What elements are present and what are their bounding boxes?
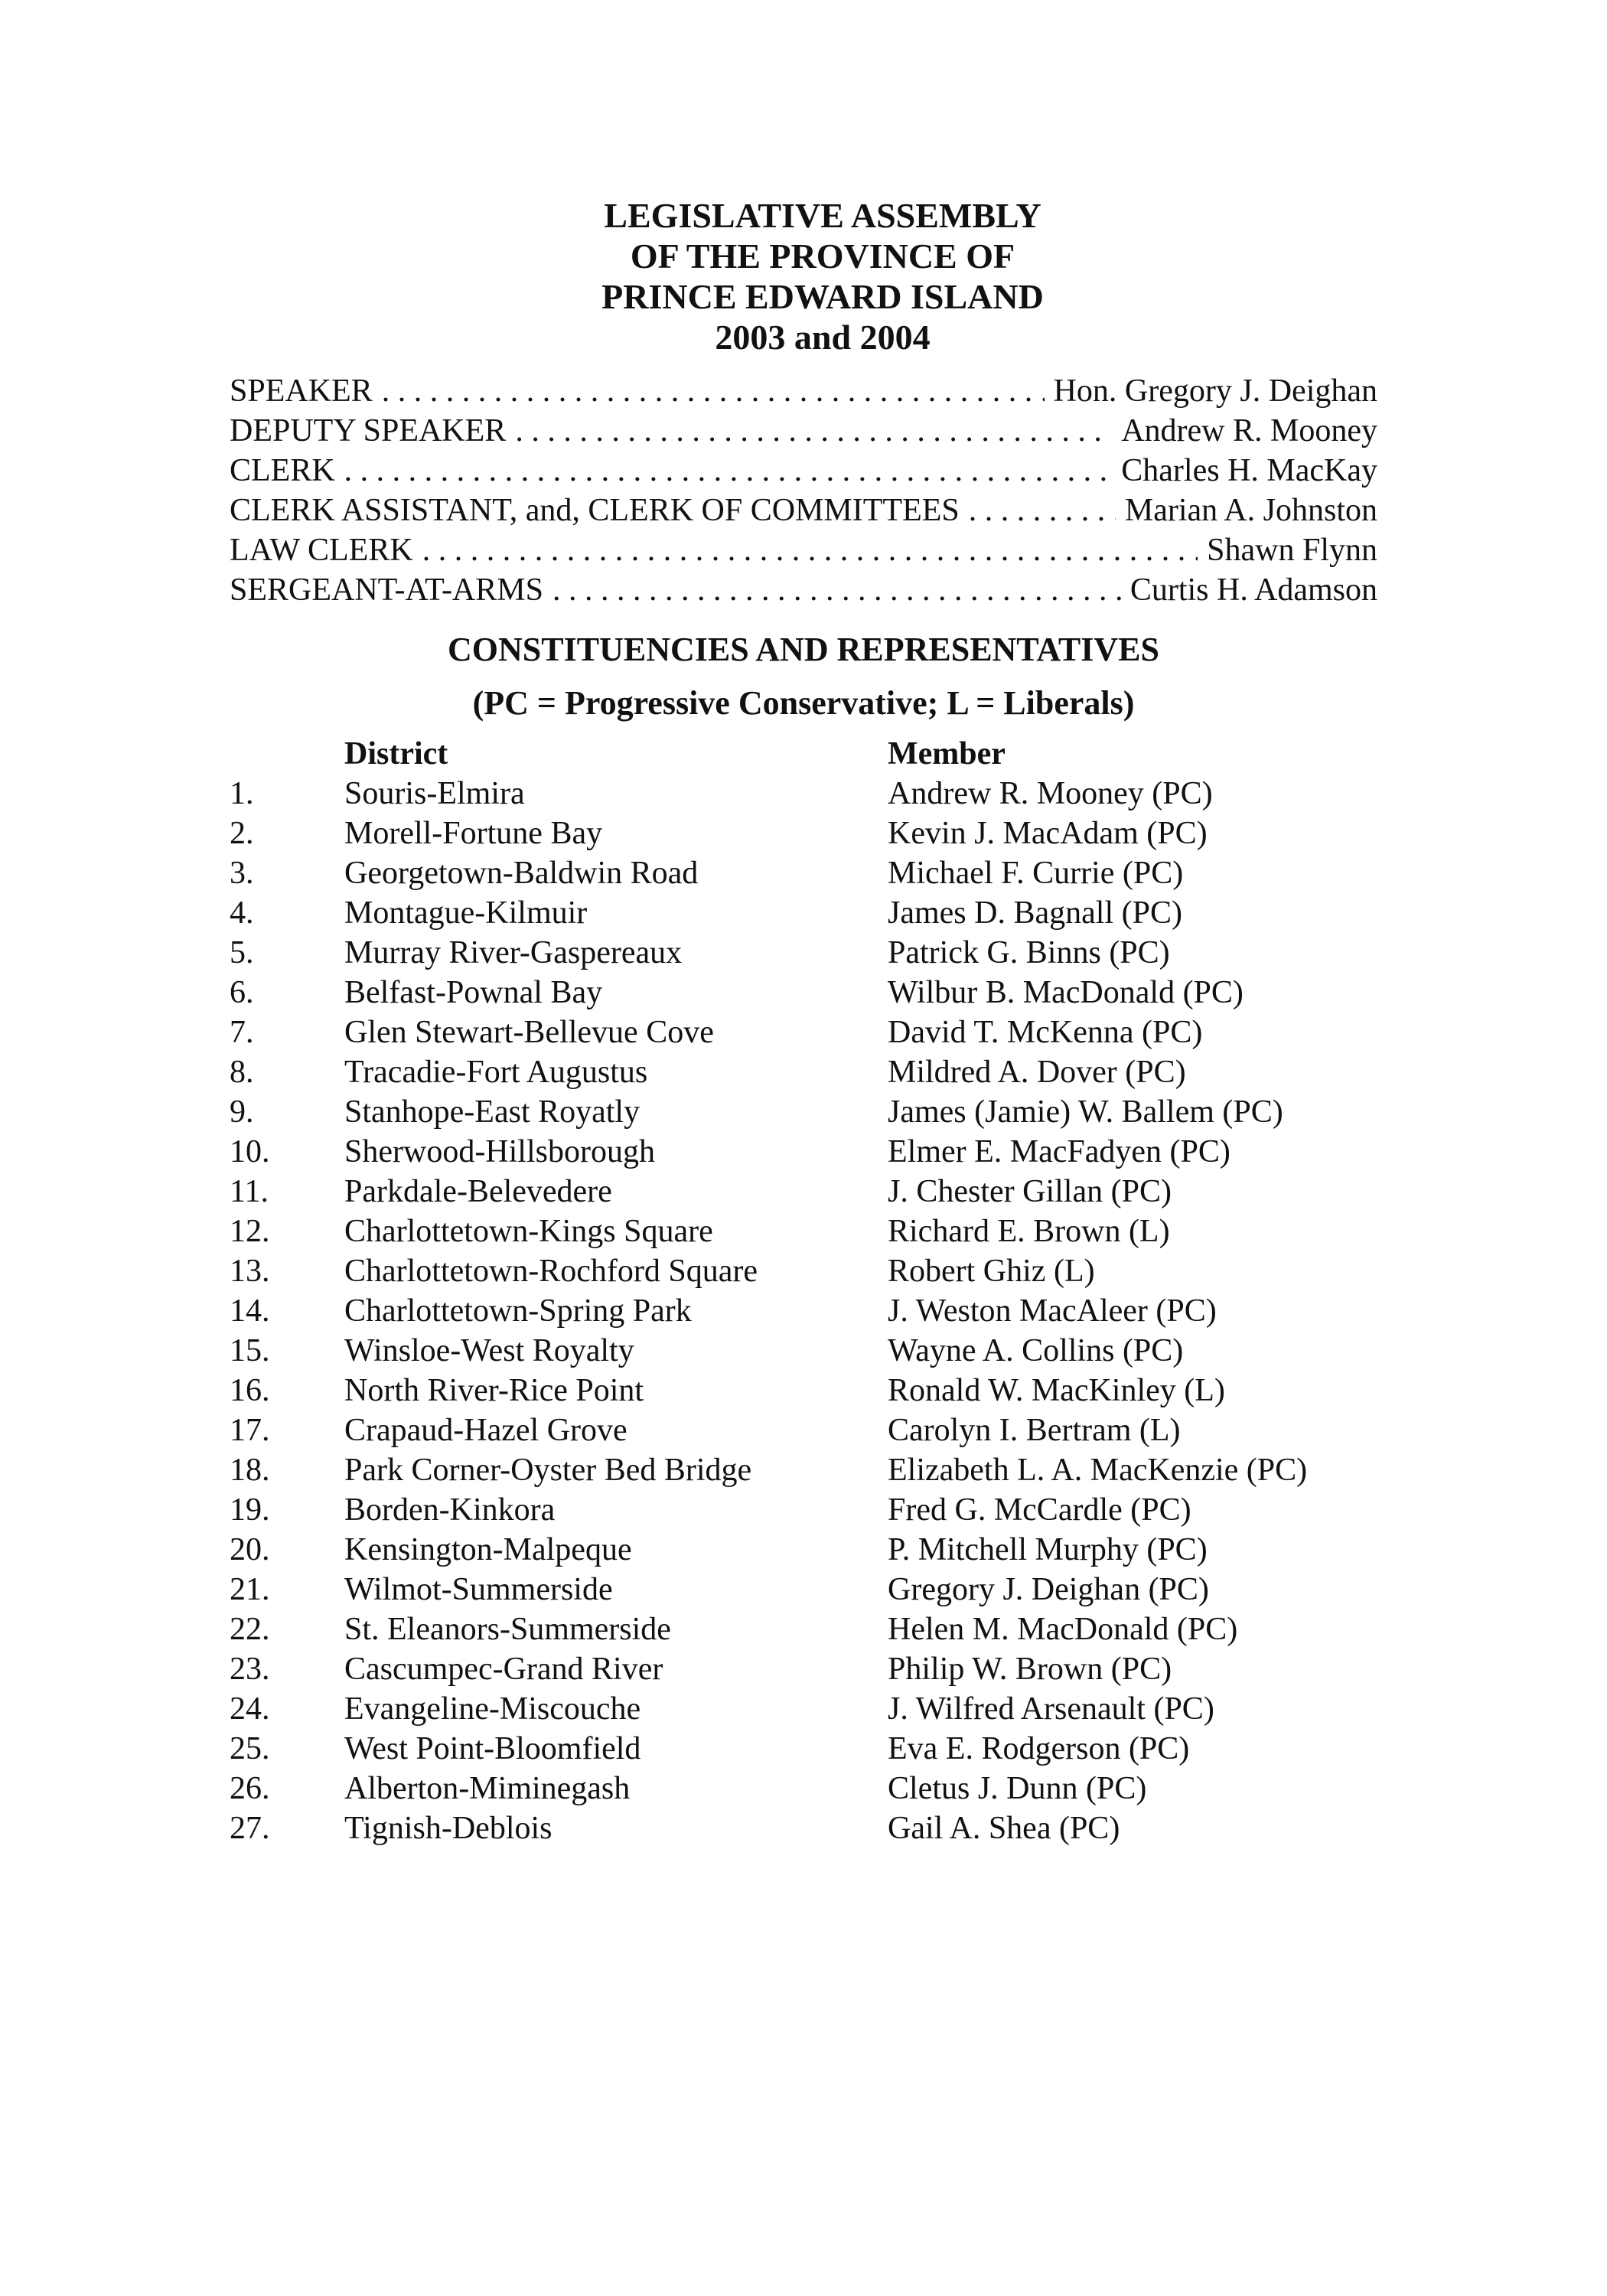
table-row — [230, 973, 1377, 1013]
title-line-4: 2003 and 2004 — [715, 318, 931, 357]
member-name: Cletus J. Dunn (PC) — [888, 1771, 1147, 1806]
member-name: Richard E. Brown (L) — [888, 1214, 1170, 1249]
district-number: 18. — [230, 1453, 270, 1488]
header-member: Member — [888, 736, 1006, 771]
district-name: Borden-Kinkora — [344, 1492, 556, 1528]
district-name: Stanhope-East Royatly — [344, 1094, 641, 1130]
table-row — [230, 1729, 1377, 1769]
table-row — [230, 1132, 1377, 1172]
district-number: 19. — [230, 1492, 270, 1528]
district-number: 15. — [230, 1333, 270, 1368]
district-number: 2. — [230, 816, 254, 851]
member-name: David T. McKenna (PC) — [888, 1015, 1203, 1050]
member-name: P. Mitchell Murphy (PC) — [888, 1532, 1208, 1567]
district-name: Crapaud-Hazel Grove — [344, 1413, 627, 1448]
table-row — [230, 1649, 1377, 1689]
district-number: 22. — [230, 1612, 270, 1647]
officer-row — [230, 371, 1377, 411]
table-row — [230, 1808, 1377, 1848]
header-district: District — [344, 736, 448, 771]
district-name: Charlottetown-Kings Square — [344, 1214, 713, 1249]
district-name: Tracadie-Fort Augustus — [344, 1055, 648, 1090]
district-number: 27. — [230, 1811, 270, 1846]
table-row — [230, 1689, 1377, 1729]
district-number: 7. — [230, 1015, 254, 1050]
district-name: Tignish-Deblois — [344, 1811, 553, 1846]
member-name: Eva E. Rodgerson (PC) — [888, 1731, 1190, 1766]
district-number: 1. — [230, 776, 254, 811]
member-name: Elizabeth L. A. MacKenzie (PC) — [888, 1453, 1308, 1488]
district-name: Montague-Kilmuir — [344, 895, 588, 931]
officer-name: Marian A. Johnston — [1124, 493, 1377, 528]
district-name: Winsloe-West Royalty — [344, 1333, 634, 1368]
district-name: Souris-Elmira — [344, 776, 525, 811]
table-row — [230, 893, 1377, 933]
member-name: Ronald W. MacKinley (L) — [888, 1373, 1225, 1408]
dot-leader — [422, 530, 1198, 570]
district-name: Belfast-Pownal Bay — [344, 975, 603, 1010]
title-line-3: PRINCE EDWARD ISLAND — [601, 277, 1044, 316]
member-name: Carolyn I. Bertram (L) — [888, 1413, 1181, 1448]
officer-role: CLERK ASSISTANT, and, CLERK OF COMMITTEES — [230, 493, 960, 528]
table-row — [230, 1212, 1377, 1251]
dot-leader — [515, 411, 1112, 451]
district-number: 10. — [230, 1134, 270, 1169]
table-row — [230, 1609, 1377, 1649]
table-row — [230, 1291, 1377, 1331]
dot-leader — [382, 371, 1045, 411]
dot-leader — [969, 491, 1116, 530]
table-row — [230, 1371, 1377, 1411]
district-number: 17. — [230, 1413, 270, 1448]
officer-role: LAW CLERK — [230, 533, 413, 568]
member-name: Robert Ghiz (L) — [888, 1254, 1095, 1289]
officer-role: SERGEANT-AT-ARMS — [230, 572, 543, 608]
district-name: Kensington-Malpeque — [344, 1532, 632, 1567]
table-row — [230, 1411, 1377, 1450]
district-number: 13. — [230, 1254, 270, 1289]
district-number: 5. — [230, 935, 254, 970]
district-name: Glen Stewart-Bellevue Cove — [344, 1015, 714, 1050]
party-legend: (PC = Progressive Conservative; L = Liberals) — [472, 684, 1135, 722]
table-row — [230, 1570, 1377, 1609]
document-title — [230, 195, 1377, 357]
dot-leader — [344, 451, 1113, 491]
district-number: 3. — [230, 856, 254, 891]
member-name: Fred G. McCardle (PC) — [888, 1492, 1191, 1528]
officer-role: DEPUTY SPEAKER — [230, 413, 507, 448]
district-number: 9. — [230, 1094, 254, 1130]
district-name: North River-Rice Point — [344, 1373, 644, 1408]
member-name: James D. Bagnall (PC) — [888, 895, 1182, 931]
table-row — [230, 1450, 1377, 1490]
district-number: 12. — [230, 1214, 270, 1249]
district-name: Cascumpec-Grand River — [344, 1652, 663, 1687]
district-number: 21. — [230, 1572, 270, 1607]
district-name: St. Eleanors-Summerside — [344, 1612, 671, 1647]
document-page — [230, 195, 1377, 1848]
table-body — [230, 774, 1377, 1848]
district-number: 11. — [230, 1174, 269, 1209]
district-number: 26. — [230, 1771, 270, 1806]
district-name: Charlottetown-Rochford Square — [344, 1254, 758, 1289]
officer-row — [230, 570, 1377, 610]
table-row — [230, 1490, 1377, 1530]
member-name: J. Wilfred Arsenault (PC) — [888, 1691, 1214, 1727]
table-row — [230, 1172, 1377, 1212]
table-row — [230, 774, 1377, 814]
member-name: Wilbur B. MacDonald (PC) — [888, 975, 1244, 1010]
officer-name: Shawn Flynn — [1207, 533, 1377, 568]
member-name: J. Weston MacAleer (PC) — [888, 1293, 1217, 1329]
table-row — [230, 1052, 1377, 1092]
officer-name: Curtis H. Adamson — [1129, 572, 1377, 608]
member-name: Mildred A. Dover (PC) — [888, 1055, 1186, 1090]
officer-name: Charles H. MacKay — [1121, 453, 1377, 488]
district-number: 8. — [230, 1055, 254, 1090]
table-row — [230, 1092, 1377, 1132]
district-number: 6. — [230, 975, 254, 1010]
dot-leader — [553, 570, 1121, 610]
table-row — [230, 1769, 1377, 1808]
table-row — [230, 1530, 1377, 1570]
member-name: Gail A. Shea (PC) — [888, 1811, 1120, 1846]
constituencies-table — [230, 734, 1377, 1848]
district-name: Murray River-Gaspereaux — [344, 935, 683, 970]
table-row — [230, 853, 1377, 893]
section-title: CONSTITUENCIES AND REPRESENTATIVES — [448, 631, 1159, 668]
member-name: Andrew R. Mooney (PC) — [888, 776, 1213, 811]
district-name: Morell-Fortune Bay — [344, 816, 603, 851]
district-name: Georgetown-Baldwin Road — [344, 856, 699, 891]
member-name: James (Jamie) W. Ballem (PC) — [888, 1094, 1283, 1130]
officer-row — [230, 491, 1377, 530]
district-name: Charlottetown-Spring Park — [344, 1293, 692, 1329]
officer-row — [230, 411, 1377, 451]
officer-role: SPEAKER — [230, 373, 373, 409]
district-name: Park Corner-Oyster Bed Bridge — [344, 1453, 752, 1488]
title-line-2: OF THE PROVINCE OF — [630, 236, 1015, 276]
member-name: Wayne A. Collins (PC) — [888, 1333, 1184, 1368]
member-name: Kevin J. MacAdam (PC) — [888, 816, 1208, 851]
district-name: West Point-Bloomfield — [344, 1731, 641, 1766]
district-number: 14. — [230, 1293, 270, 1329]
officer-role: CLERK — [230, 453, 335, 488]
table-row — [230, 814, 1377, 853]
district-name: Parkdale-Belevedere — [344, 1174, 612, 1209]
member-name: J. Chester Gillan (PC) — [888, 1174, 1172, 1209]
officer-name: Hon. Gregory J. Deighan — [1053, 373, 1377, 409]
member-name: Patrick G. Binns (PC) — [888, 935, 1170, 970]
district-number: 25. — [230, 1731, 270, 1766]
officer-row — [230, 451, 1377, 491]
officers-list — [230, 371, 1377, 610]
table-header-row — [230, 734, 1377, 774]
table-row — [230, 933, 1377, 973]
district-number: 24. — [230, 1691, 270, 1727]
district-name: Sherwood-Hillsborough — [344, 1134, 655, 1169]
member-name: Elmer E. MacFadyen (PC) — [888, 1134, 1231, 1169]
district-number: 23. — [230, 1652, 270, 1687]
district-number: 16. — [230, 1373, 270, 1408]
header-number — [230, 734, 344, 774]
table-row — [230, 1331, 1377, 1371]
district-name: Wilmot-Summerside — [344, 1572, 613, 1607]
officer-name: Andrew R. Mooney — [1121, 413, 1377, 448]
member-name: Helen M. MacDonald (PC) — [888, 1612, 1238, 1647]
section-heading — [230, 630, 1377, 723]
district-name: Evangeline-Miscouche — [344, 1691, 641, 1727]
officer-row — [230, 530, 1377, 570]
member-name: Michael F. Currie (PC) — [888, 856, 1184, 891]
district-number: 20. — [230, 1532, 270, 1567]
member-name: Philip W. Brown (PC) — [888, 1652, 1172, 1687]
table-row — [230, 1251, 1377, 1291]
district-name: Alberton-Miminegash — [344, 1771, 631, 1806]
table-row — [230, 1013, 1377, 1052]
district-number: 4. — [230, 895, 254, 931]
member-name: Gregory J. Deighan (PC) — [888, 1572, 1209, 1607]
title-line-1: LEGISLATIVE ASSEMBLY — [604, 196, 1041, 235]
